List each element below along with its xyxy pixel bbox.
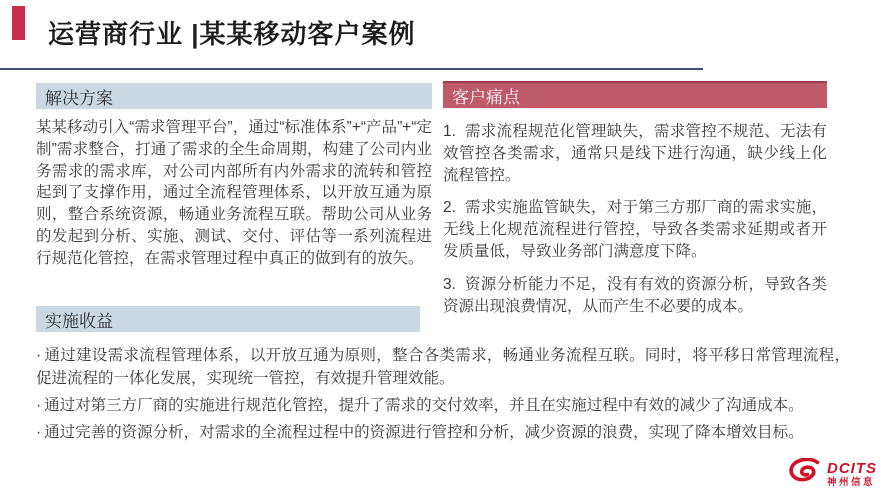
benefit-item xyxy=(36,421,850,444)
benefit-item xyxy=(36,344,850,390)
logo-company-name: 神州信息 xyxy=(827,477,876,489)
solution-body-text: 某某移动引入“需求管理平台”，通过“标准体系”+“产品”+“定制”需求整合，打通了需求的全生命周期，构建了公司内业务需求的需求库，对公司内部所有内外需求的流转和管控起到了支撑作用，通过全流程管理体系，以开放互通为原则，整合系统资源，畅通业务流程互联。帮助公司从业务的发起到分析、实施、测试、交付、评估等一系列流程进行规范化管控，在需求管理过程中真正的做到有的放矢。 xyxy=(36,119,432,267)
benefit-item-text: 通过完善的资源分析，对需求的全流程过程中的资源进行管控和分析，减少资源的浪费，实现了降本增效目标。 xyxy=(44,424,804,441)
solution-header-label: 解决方案 xyxy=(45,88,113,108)
benefits-header-label: 实施收益 xyxy=(45,311,113,331)
solution-section xyxy=(36,83,432,270)
pain-point-item: 1. 需求流程规范化管理缺失，需求管控不规范、无法有效管控各类需求，通常只是线下进行沟通，缺少线上化流程管控。 xyxy=(443,123,827,184)
pain-points-section xyxy=(443,81,827,328)
solution-header-bar xyxy=(36,83,432,109)
logo-text-block xyxy=(827,461,877,488)
pain-points-header-bar xyxy=(443,81,827,108)
benefits-list xyxy=(36,344,850,448)
dcits-swoosh-icon xyxy=(786,458,824,491)
bullet-glyph: · xyxy=(36,397,42,414)
bullet-glyph: · xyxy=(36,424,42,441)
bullet-glyph: · xyxy=(36,347,42,364)
benefits-section xyxy=(36,306,420,332)
logo-brand-name: DCITS xyxy=(827,460,877,478)
benefits-header-bar xyxy=(36,306,420,332)
benefit-item-text: 通过对第三方厂商的实施进行规范化管控，提升了需求的交付效率，并且在实施过程中有效的减少了沟通成本。 xyxy=(44,397,804,414)
benefit-item xyxy=(36,394,850,417)
page-title: 运营商行业 |某某移动客户案例 xyxy=(48,19,416,49)
title-divider xyxy=(0,68,703,70)
pain-points-header-label: 客户痛点 xyxy=(452,88,520,107)
dcits-logo xyxy=(786,458,877,491)
benefit-item-text: 通过建设需求流程管理体系，以开放互通为原则，整合各类需求，畅通业务流程互联。同时，将平移日常管理流程，促进流程的一体化发展，实现统一管控，有效提升管理效能。 xyxy=(36,347,850,387)
pain-point-item: 3. 资源分析能力不足，没有有效的资源分析，导致各类资源出现浪费情况，从而产生不必要的成本。 xyxy=(443,275,827,315)
pain-points-list xyxy=(443,121,827,317)
pain-point-item: 2. 需求实施监管缺失，对于第三方那厂商的需求实施，无线上化规范流程进行管控，导致各类需求延期或者开发质量低，导致业务部门满意度下降。 xyxy=(443,199,827,260)
title-accent-bar xyxy=(12,6,25,40)
